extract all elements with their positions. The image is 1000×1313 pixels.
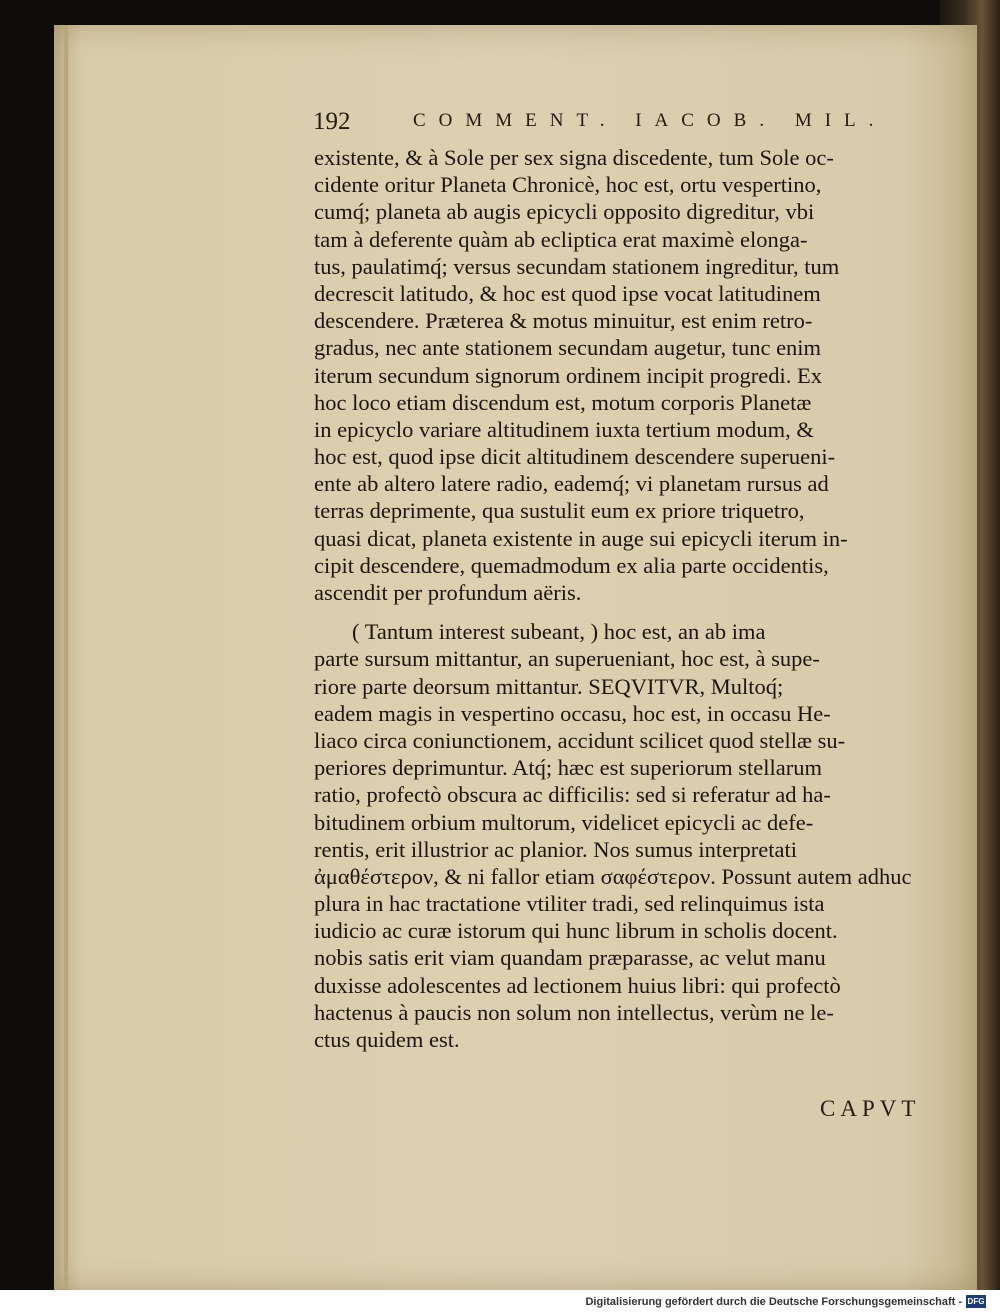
text-line: eadem magis in vespertino occasu, hoc est, in occasu He- — [314, 700, 831, 726]
text-line: cipit descendere, quemadmodum ex alia parte occidentis, — [314, 552, 829, 578]
paragraph-2 — [314, 618, 926, 1053]
text-line: tam à deferente quàm ab ecliptica erat maximè elonga- — [314, 226, 808, 252]
text-line: terras deprimente, qua sustulit eum ex priore triquetro, — [314, 498, 805, 524]
text-line: duxisse adolescentes ad lectionem huius libri: qui profectò — [314, 972, 841, 998]
footer-credit: Digitalisierung gefördert durch die Deutsche Forschungsgemeinschaft - — [585, 1296, 962, 1308]
text-line: decrescit latitudo, & hoc est quod ipse vocat latitudinem — [314, 280, 821, 306]
text-line: existente, & à Sole per sex signa discedente, tum Sole oc- — [314, 145, 834, 170]
text-line: cidente oritur Planeta Chronicè, hoc est, ortu vespertino, — [314, 172, 822, 198]
dfg-logo-icon: DFG — [967, 1297, 985, 1306]
text-line: descendere. Præterea & motus minuitur, est enim retro- — [314, 308, 813, 334]
text-line: ἀμαθέστερον, & ni fallor etiam σαφέστερον. Possunt autem adhuc — [314, 863, 912, 889]
text-line: liaco circa coniunctionem, accidunt scilicet quod stellæ su- — [314, 727, 846, 753]
text-line: ( Tantum interest subeant, ) hoc est, an ab ima — [352, 619, 766, 645]
text-line: periores deprimuntur. Atq́; hæc est superiorum stellarum — [314, 755, 823, 781]
paragraph-1 — [314, 144, 926, 606]
text-line: iterum secundum signorum ordinem incipit progredi. Ex — [314, 362, 823, 388]
text-line: hoc est, quod ipse dicit altitudinem descendere superueni- — [314, 444, 836, 470]
page-number: 192 — [313, 108, 351, 135]
text-line: quasi dicat, planeta existente in auge sui epicycli iterum in- — [314, 525, 848, 551]
text-line: ctus quidem est. — [314, 1027, 460, 1052]
text-line: iudicio ac curæ istorum qui hunc librum in scholis docent. — [314, 918, 838, 944]
text-line: bitudinem orbium multorum, videlicet epicycli ac defe- — [314, 809, 814, 835]
text-line: ascendit per profundum aëris. — [314, 580, 582, 605]
text-line: riore parte deorsum mittantur. SEQVITVR, Multoq́; — [314, 673, 784, 699]
text-line: parte sursum mittantur, an superueniant, hoc est, à supe- — [314, 646, 820, 672]
body-text — [314, 144, 926, 1053]
text-line: tus, paulatimq́; versus secundam stationem ingreditur, tum — [314, 253, 840, 279]
text-line: cumq́; planeta ab augis epicycli opposito digreditur, vbi — [314, 199, 815, 225]
text-line: hoc loco etiam discendum est, motum corporis Planetæ — [314, 389, 812, 415]
text-line: gradus, nec ante stationem secundam augetur, tunc enim — [314, 335, 822, 361]
page-header — [313, 108, 913, 144]
text-line: plura in hac tractatione vtiliter tradi, sed relinquimus ista — [314, 891, 825, 917]
text-line: rentis, erit illustrior ac planior. Nos sumus interpretati — [314, 836, 798, 862]
text-line: ratio, profectò obscura ac difficilis: sed si referatur ad ha- — [314, 782, 831, 808]
text-line: ente ab altero latere radio, eademq́; vi planetam rursus ad — [314, 471, 829, 497]
catchword: CAPVT — [820, 1096, 921, 1121]
running-head: COMMENT. IACOB. MIL. — [413, 110, 887, 131]
text-line: in epicyclo variare altitudinem iuxta tertium modum, & — [314, 416, 814, 442]
page-gutter — [64, 25, 68, 1290]
text-line: hactenus à paucis non solum non intellectus, verùm ne le- — [314, 999, 834, 1025]
text-line: nobis satis erit viam quandam præparasse, ac velut manu — [314, 945, 826, 971]
